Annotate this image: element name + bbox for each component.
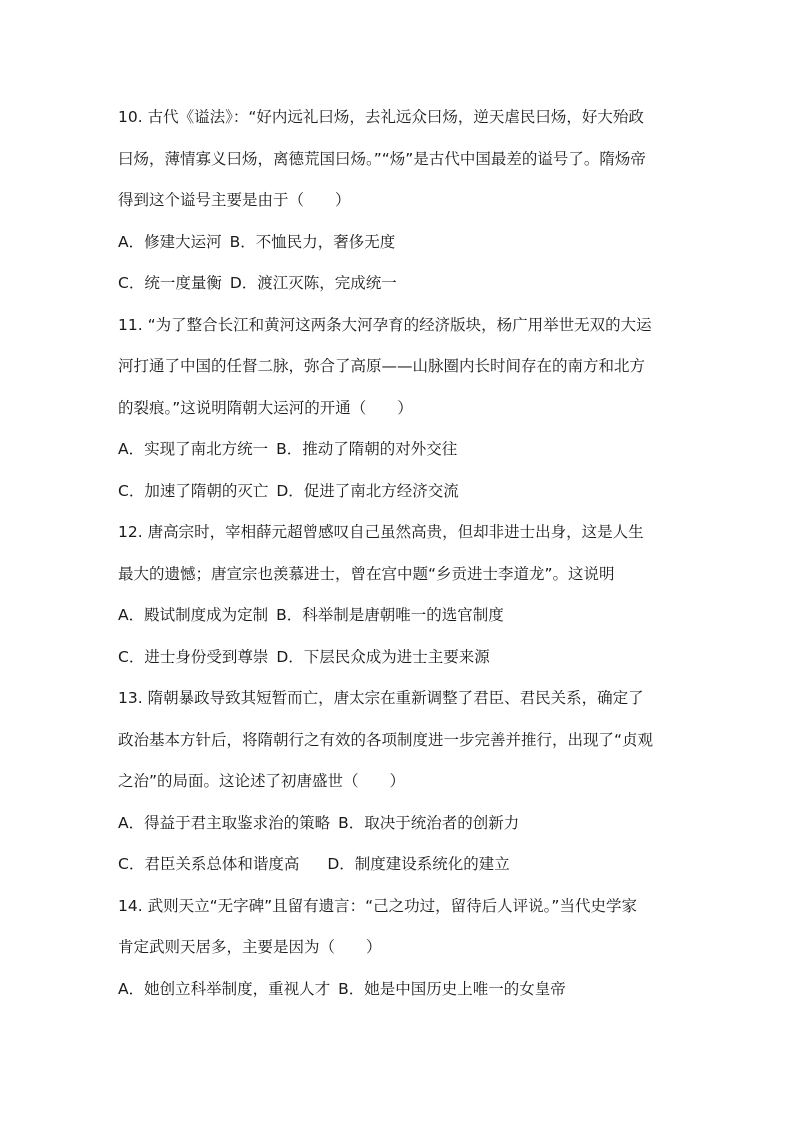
question-stem: 肯定武则天居多，主要是因为（ ） (118, 938, 382, 956)
question-stem: 唐高宗时，宰相薛元超曾感叹自己虽然高贵，但却非进士出身，这是人生 (147, 523, 644, 541)
question-11-options-cd (118, 476, 678, 518)
question-10-line-2 (118, 144, 678, 186)
option-c: C．加速了隋朝的灭亡 (118, 481, 269, 500)
option-c: C．君臣关系总体和谐度高 (118, 855, 300, 873)
question-10-line-1 (118, 102, 678, 144)
question-14-options-ab (118, 974, 678, 1016)
question-10-options-cd (118, 268, 678, 310)
question-10-options-ab (118, 227, 678, 269)
question-13-line-3 (118, 766, 678, 808)
question-10-line-3 (118, 185, 678, 227)
option-d: D．促进了南北方经济交流 (276, 481, 459, 500)
option-d: D．制度建设系统化的建立 (327, 855, 510, 873)
question-stem: 最大的遗憾；唐宣宗也羡慕进士，曾在宫中题“乡贡进士李道龙”。这说明 (118, 564, 615, 583)
question-stem: 隋朝暴政导致其短暂而亡，唐太宗在重新调整了君臣、君民关系，确定了 (147, 689, 644, 707)
option-a: A．她创立科举制度，重视人才 (118, 979, 331, 998)
option-a: A．修建大运河 (118, 232, 222, 251)
exam-page (118, 102, 678, 1015)
option-a: A．实现了南北方统一 (118, 440, 269, 458)
question-stem: 古代《谥法》：“好内远礼曰炀，去礼远众曰炀，逆天虐民曰炀，好大殆政 (147, 108, 644, 126)
question-13-line-1 (118, 683, 678, 725)
question-11-options-ab (118, 434, 678, 476)
option-b: B．科举制是唐朝唯一的选官制度 (276, 606, 504, 624)
question-13-options-ab (118, 808, 678, 850)
option-c: C．进士身份受到尊崇 (118, 647, 269, 666)
option-d: D．渡江灭陈，完成统一 (229, 274, 397, 292)
question-number: 12. (118, 523, 143, 541)
question-13-options-cd (118, 849, 678, 891)
option-d: D．下层民众成为进士主要来源 (276, 647, 490, 666)
question-number: 14. (118, 896, 143, 915)
question-stem: 的裂痕。”这说明隋朝大运河的开通（ ） (118, 398, 413, 417)
question-stem: 河打通了中国的任督二脉，弥合了高原——山脉圈内长时间存在的南方和北方 (118, 357, 646, 375)
option-a: A．殿试制度成为定制 (118, 606, 269, 624)
question-number: 10. (118, 108, 143, 126)
question-stem: “为了整合长江和黄河这两条大河孕育的经济版块，杨广用举世无双的大运 (147, 315, 652, 334)
option-a: A．得益于君主取鉴求治的策略 (118, 813, 331, 832)
question-11-line-3 (118, 393, 678, 435)
question-13-line-2 (118, 725, 678, 767)
question-number: 13. (118, 689, 143, 707)
question-stem: 曰炀，薄情寡义曰炀，离德荒国曰炀。”“炀”是古代中国最差的谥号了。隋炀帝 (118, 149, 646, 168)
question-11-line-1 (118, 310, 678, 352)
question-14-line-2 (118, 932, 678, 974)
option-b: B．她是中国历史上唯一的女皇帝 (338, 979, 566, 998)
question-12-options-cd (118, 642, 678, 684)
question-stem: 武则天立“无字碑”且留有遗言：“己之功过，留待后人评说。”当代史学家 (147, 896, 637, 915)
question-14-line-1 (118, 891, 678, 933)
question-stem: 得到这个谥号主要是由于（ ） (118, 191, 351, 209)
question-12-line-1 (118, 517, 678, 559)
option-c: C．统一度量衡 (118, 274, 222, 292)
question-12-line-2 (118, 559, 678, 601)
question-number: 11. (118, 315, 143, 334)
option-b: B．不恤民力，奢侈无度 (229, 232, 396, 251)
question-stem: 之治”的局面。这论述了初唐盛世（ ） (118, 772, 406, 790)
question-stem: 政治基本方针后，将隋朝行之有效的各项制度进一步完善并推行，出现了“贞观 (118, 730, 654, 749)
question-12-options-ab (118, 600, 678, 642)
option-b: B．推动了隋朝的对外交往 (276, 440, 458, 458)
option-b: B．取决于统治者的创新力 (338, 813, 520, 832)
question-11-line-2 (118, 351, 678, 393)
